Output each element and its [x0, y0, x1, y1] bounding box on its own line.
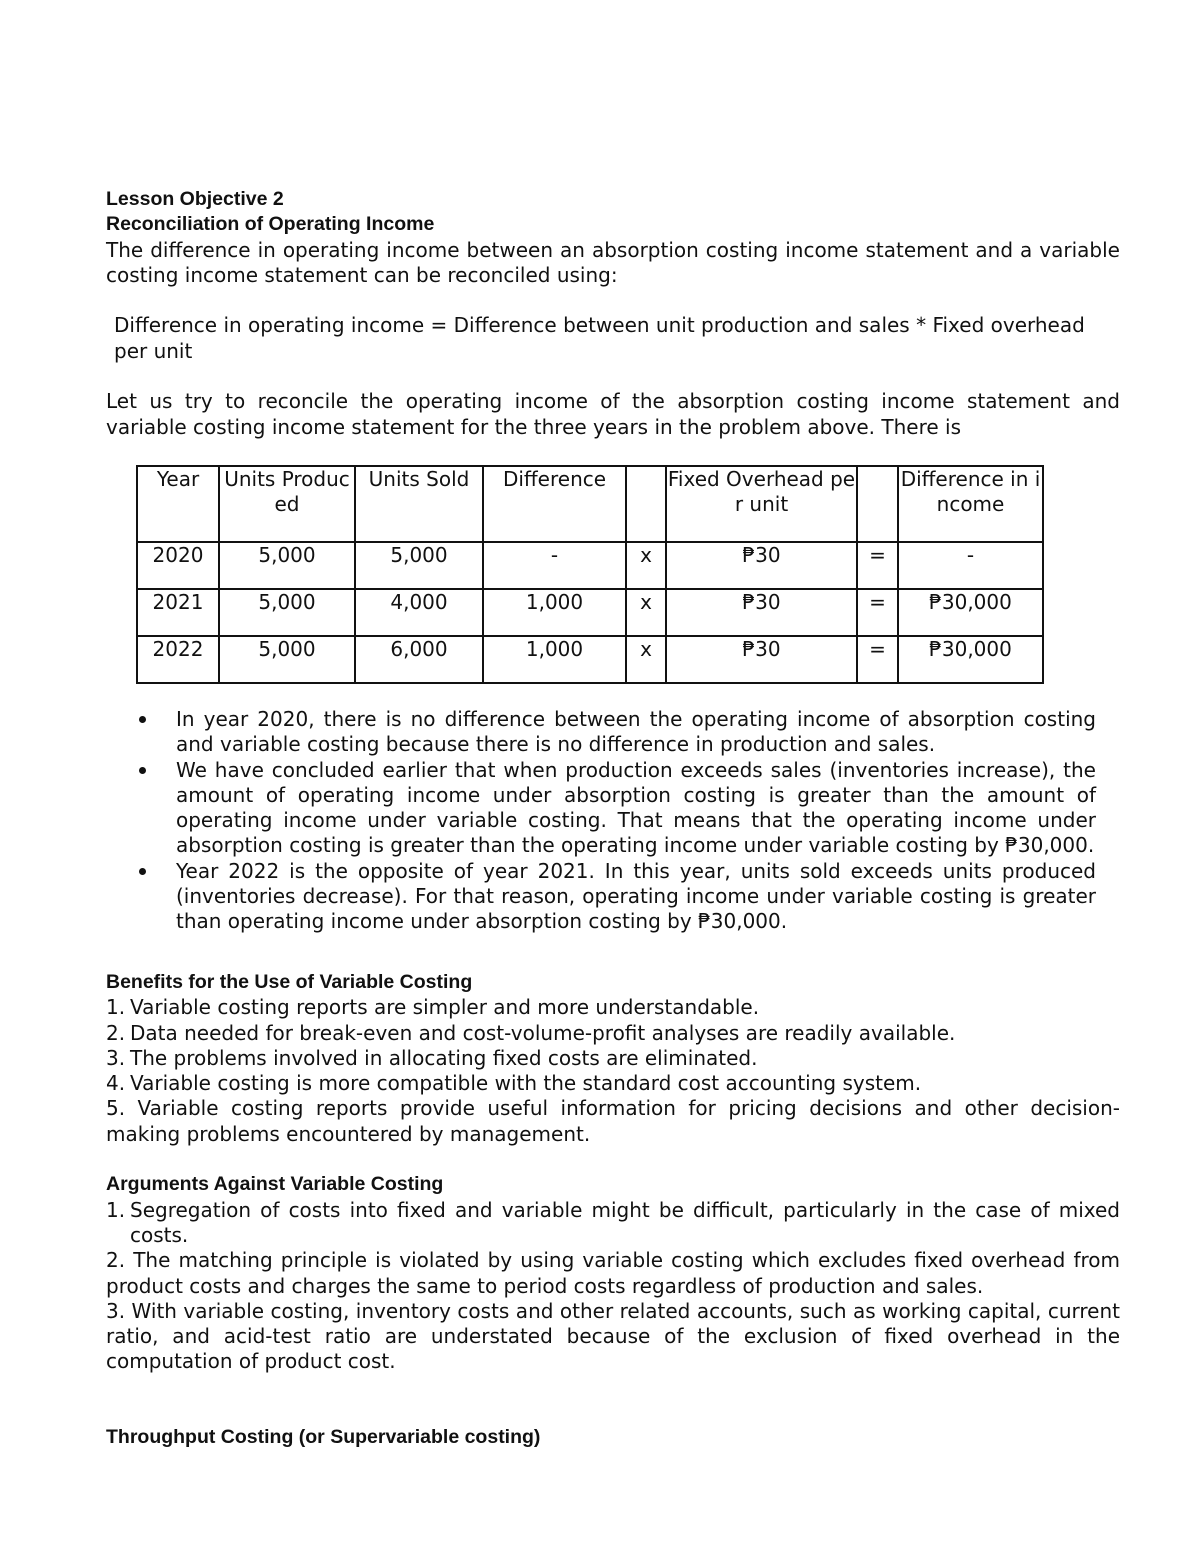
header-operator [626, 466, 666, 542]
cell-units-sold: 4,000 [355, 589, 483, 636]
cell-difference-income: ₱30,000 [898, 589, 1043, 636]
argument-number: 2. [106, 1248, 126, 1273]
header-units-produced: Units Produced [219, 466, 355, 542]
table-row [137, 542, 1043, 589]
bullet-text: Year 2022 is the opposite of year 2021. In this year, units sold exceeds units produced (inventories decrease). For that reason, operating income under variable costing is greater than operating income under absorption costing by ₱30,000. [176, 858, 1096, 934]
benefit-item [106, 1046, 1120, 1071]
cell-times: x [626, 542, 666, 589]
cell-difference: 1,000 [483, 589, 626, 636]
cell-fixed-overhead: ₱30 [666, 636, 857, 683]
cell-fixed-overhead: ₱30 [666, 589, 857, 636]
argument-text: With variable costing, inventory costs and other related accounts, such as working capital, current ratio, and acid-test ratio are understated because of the exclusion of fixed overhead in the computation of product cost. [106, 1298, 1120, 1374]
benefit-number: 5. [106, 1096, 126, 1121]
argument-text: Segregation of costs into fixed and variable might be difficult, particularly in the case of mixed costs. [130, 1197, 1120, 1247]
cell-units-produced: 5,000 [219, 636, 355, 683]
cell-units-produced: 5,000 [219, 589, 355, 636]
cell-difference-income: - [898, 542, 1043, 589]
benefits-heading: Benefits for the Use of Variable Costing [106, 971, 473, 993]
cell-equals: = [857, 589, 898, 636]
reconciliation-table [136, 465, 1044, 684]
argument-number: 1. [106, 1197, 126, 1222]
document-page [106, 187, 1120, 1449]
bullet-dot-icon [139, 716, 146, 723]
benefit-text: Variable costing reports are simpler and more understandable. [130, 995, 760, 1020]
benefit-text: The problems involved in allocating fixed costs are eliminated. [130, 1045, 758, 1070]
intro-paragraph: The difference in operating income between an absorption costing income statement and a variable costing income statement can be reconciled using: [106, 237, 1120, 287]
explanation-bullet-list [106, 707, 1096, 935]
formula-paragraph: Difference in operating income = Difference between unit production and sales * Fixed overhead per unit [114, 313, 1085, 363]
benefit-number: 3. [106, 1045, 126, 1070]
benefit-text: Variable costing reports provide useful information for pricing decisions and other decision-making problems encountered by management. [106, 1096, 1120, 1146]
bullet-text: In year 2020, there is no difference between the operating income of absorption costing and variable costing because there is no difference in production and sales. [176, 707, 1096, 757]
bullet-item [106, 859, 1096, 935]
argument-item [106, 1248, 1120, 1299]
cell-year: 2020 [137, 542, 219, 589]
bullet-dot-icon [139, 868, 146, 875]
header-fixed-overhead: Fixed Overhead per unit [666, 466, 857, 542]
lower-section [106, 970, 1120, 1451]
lead-in-paragraph: Let us try to reconcile the operating income of the absorption costing income statement and variable costing income statement for the three years in the problem above. There is [106, 389, 1120, 439]
benefit-number: 1. [106, 995, 126, 1020]
cell-units-produced: 5,000 [219, 542, 355, 589]
table-header-row [137, 466, 1043, 542]
cell-equals: = [857, 542, 898, 589]
cell-equals: = [857, 636, 898, 683]
cell-year: 2022 [137, 636, 219, 683]
arguments-heading: Arguments Against Variable Costing [106, 1173, 444, 1196]
argument-number: 3. [106, 1298, 126, 1323]
cell-year: 2021 [137, 589, 219, 636]
cell-times: x [626, 636, 666, 683]
cell-difference: 1,000 [483, 636, 626, 683]
cell-units-sold: 5,000 [355, 542, 483, 589]
cell-difference: - [483, 542, 626, 589]
benefit-item [106, 1071, 1120, 1096]
header-equals [857, 466, 898, 542]
throughput-heading: Throughput Costing (or Supervariable costing) [106, 1426, 541, 1449]
cell-times: x [626, 589, 666, 636]
bullet-text: We have concluded earlier that when production exceeds sales (inventories increase), the amount of operating income under absorption costing is greater than the amount of operating income under variable costing. That means that the operating income under absorption costing is greater than the operating income under variable costing by ₱30,000. [176, 757, 1096, 858]
section-heading: Reconciliation of Operating Income [106, 213, 435, 236]
argument-item [106, 1198, 1120, 1249]
benefit-item [106, 995, 1120, 1020]
benefit-item [106, 1096, 1120, 1147]
header-units-sold: Units Sold [355, 466, 483, 542]
bullet-item [106, 758, 1096, 859]
header-difference: Difference [483, 466, 626, 542]
argument-item [106, 1299, 1120, 1375]
cell-difference-income: ₱30,000 [898, 636, 1043, 683]
table-row [137, 636, 1043, 683]
benefit-text: Variable costing is more compatible with the standard cost accounting system. [130, 1071, 922, 1096]
bullet-dot-icon [139, 767, 146, 774]
cell-units-sold: 6,000 [355, 636, 483, 683]
bullet-item [106, 707, 1096, 758]
argument-text: The matching principle is violated by using variable costing which excludes fixed overhead from product costs and charges the same to period costs regardless of production and sales. [106, 1248, 1120, 1298]
header-difference-income: Difference in income [898, 466, 1043, 542]
header-year: Year [137, 466, 219, 542]
benefit-item [106, 1021, 1120, 1046]
lesson-heading: Lesson Objective 2 [106, 188, 284, 210]
benefit-text: Data needed for break-even and cost-volume-profit analyses are readily available. [130, 1020, 956, 1045]
table-row [137, 589, 1043, 636]
benefit-number: 2. [106, 1020, 126, 1045]
benefit-number: 4. [106, 1071, 126, 1096]
cell-fixed-overhead: ₱30 [666, 542, 857, 589]
